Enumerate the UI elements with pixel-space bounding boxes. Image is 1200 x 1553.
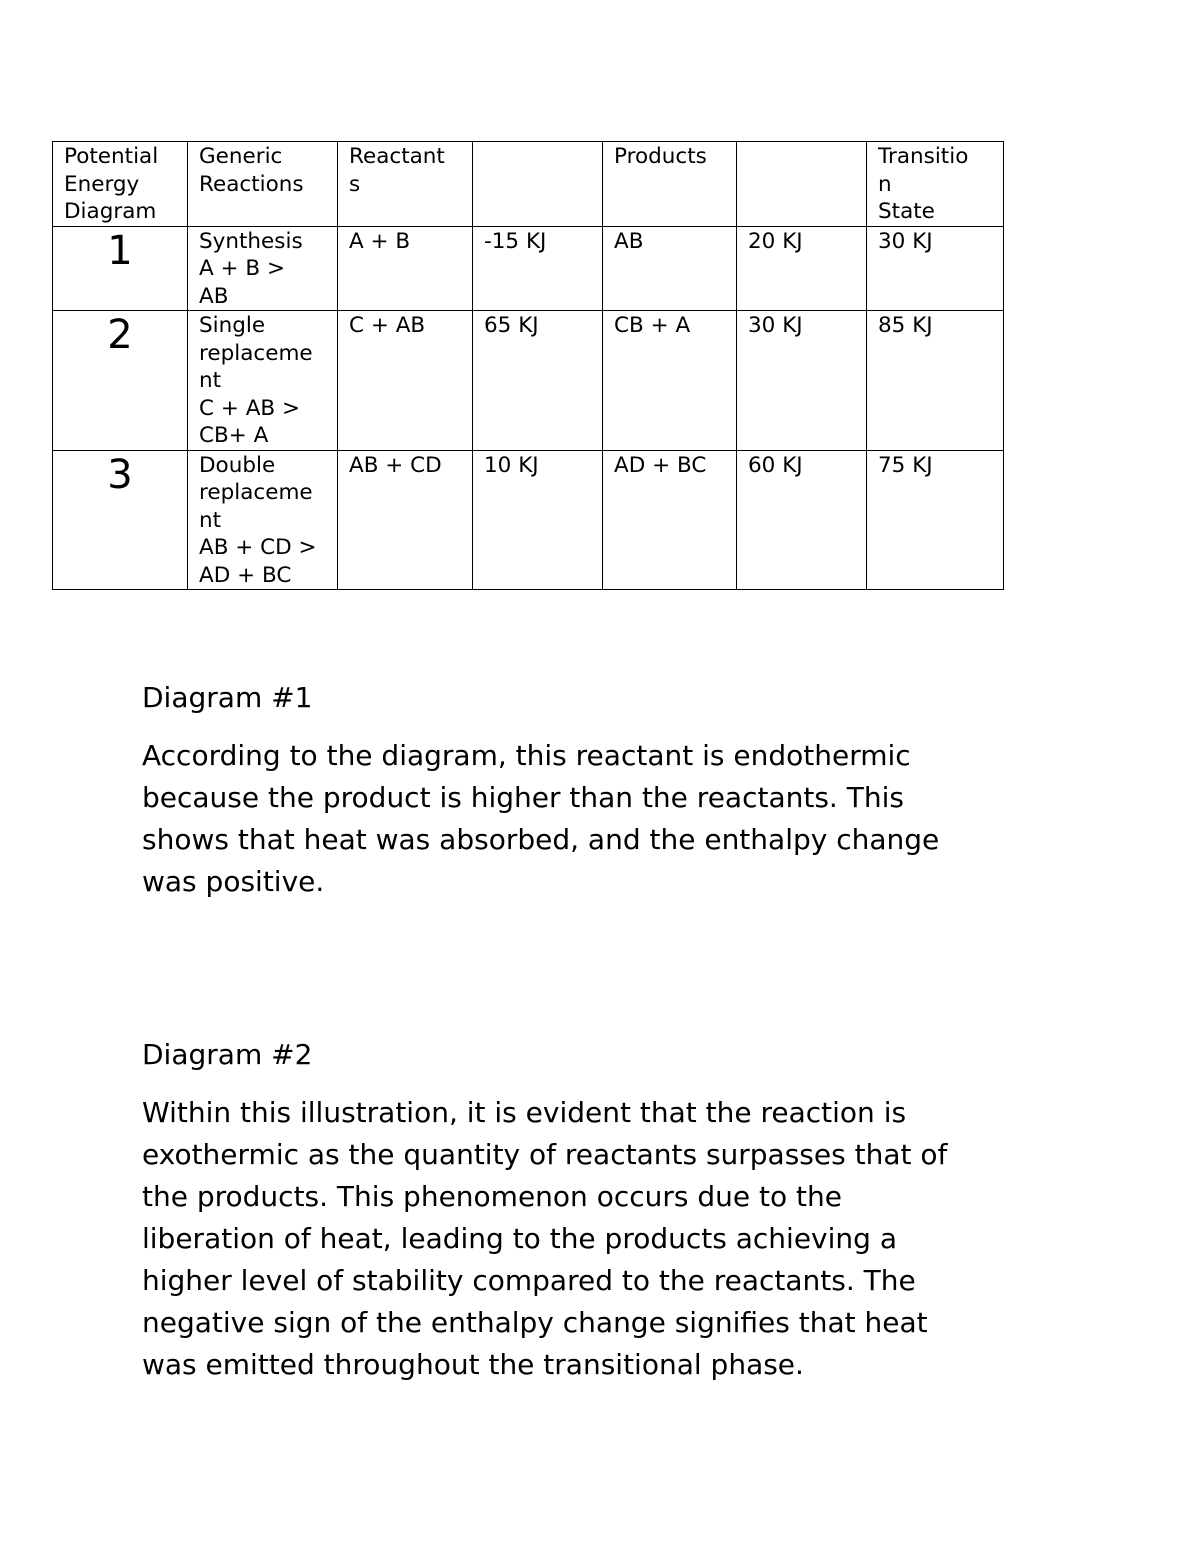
products-cell: CB + A: [603, 311, 737, 451]
product-energy-cell: 20 KJ: [737, 226, 867, 311]
header-cell: Potential Energy Diagram: [53, 142, 188, 227]
reaction-cell: Single replaceme nt C + AB > CB+ A: [188, 311, 338, 451]
reactant-energy-cell: -15 KJ: [473, 226, 603, 311]
diagram-number: 2: [53, 311, 188, 451]
diagram-2-paragraph: Within this illustration, it is evident that the reaction is exothermic as the quantity of reactants surpasses that of the products. This phenomenon occurs due to the liberation of heat, leading to the products achieving a higher level of stability compared to the reactants. The negative sign of the enthalpy change signifies that heat was emitted throughout the transitional phase.: [142, 1096, 948, 1381]
diagram-1-paragraph: According to the diagram, this reactant is endothermic because the product is higher than the reactants. This shows that heat was absorbed, and the enthalpy change was positive.: [142, 739, 940, 898]
reactants-cell: AB + CD: [338, 450, 473, 590]
reactant-energy-cell: 10 KJ: [473, 450, 603, 590]
transition-state-cell: 30 KJ: [867, 226, 1004, 311]
reactants-cell: A + B: [338, 226, 473, 311]
transition-state-cell: 85 KJ: [867, 311, 1004, 451]
header-cell: Generic Reactions: [188, 142, 338, 227]
header-cell: Reactant s: [338, 142, 473, 227]
header-cell: [737, 142, 867, 227]
transition-state-cell: 75 KJ: [867, 450, 1004, 590]
products-cell: AB: [603, 226, 737, 311]
table-row: [53, 311, 1004, 451]
reactant-energy-cell: 65 KJ: [473, 311, 603, 451]
energy-table: [52, 141, 1004, 590]
table-header-row: [53, 142, 1004, 227]
reactants-cell: C + AB: [338, 311, 473, 451]
diagram-number: 1: [53, 226, 188, 311]
header-cell: [473, 142, 603, 227]
product-energy-cell: 30 KJ: [737, 311, 867, 451]
header-cell: Transitio n State: [867, 142, 1004, 227]
product-energy-cell: 60 KJ: [737, 450, 867, 590]
table-row: [53, 226, 1004, 311]
table-row: [53, 450, 1004, 590]
reaction-cell: Synthesis A + B > AB: [188, 226, 338, 311]
products-cell: AD + BC: [603, 450, 737, 590]
diagram-number: 3: [53, 450, 188, 590]
diagram-2-heading: Diagram #2: [142, 1038, 313, 1071]
diagram-1-heading: Diagram #1: [142, 681, 313, 714]
header-cell: Products: [603, 142, 737, 227]
reaction-cell: Double replaceme nt AB + CD > AD + BC: [188, 450, 338, 590]
